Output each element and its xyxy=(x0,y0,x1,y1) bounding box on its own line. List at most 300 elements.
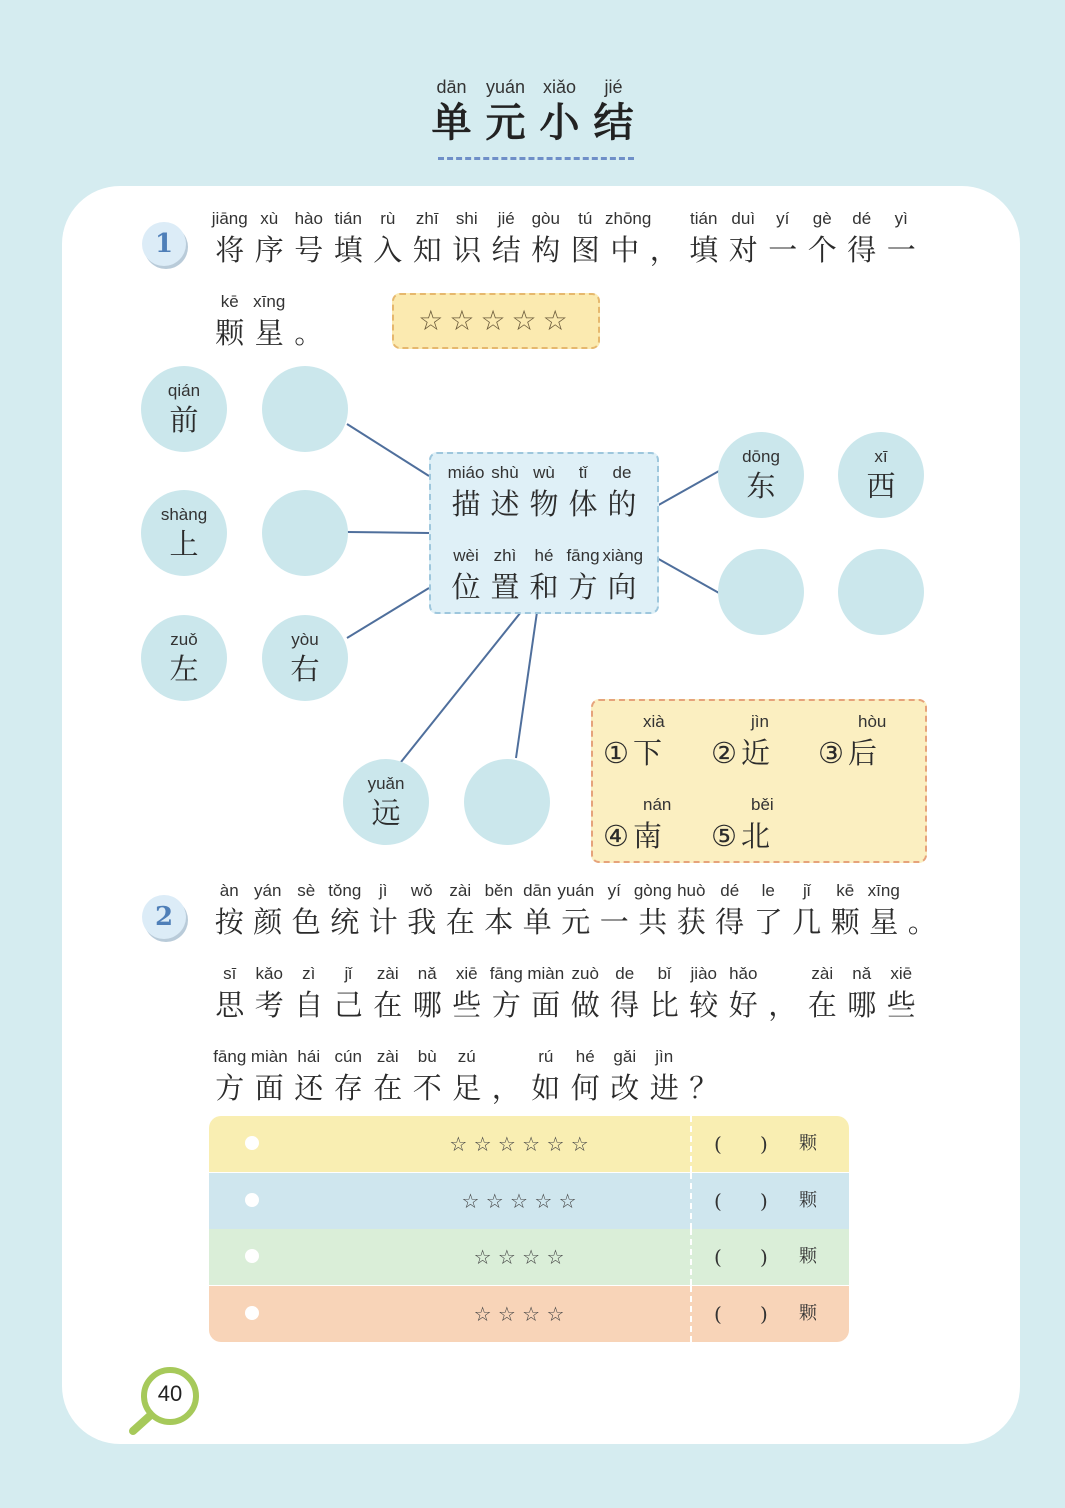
pinyin: bǐ xyxy=(657,964,671,983)
option-number: ⑤ xyxy=(711,819,737,853)
char-unit xyxy=(684,963,724,1025)
hanzi: 一 xyxy=(599,905,629,939)
pinyin: tú xyxy=(578,209,593,228)
hanzi: 思 xyxy=(215,988,245,1022)
char-unit xyxy=(645,1046,685,1108)
hanzi: 单 xyxy=(431,99,472,146)
option-char: 南 xyxy=(633,819,663,853)
char-unit xyxy=(605,963,645,1025)
char-unit xyxy=(250,963,290,1025)
hanzi: 获 xyxy=(676,905,706,939)
option-char: 近 xyxy=(741,736,771,770)
question-number-1: 1 xyxy=(142,222,186,266)
hanzi: 结 xyxy=(593,99,634,146)
option-char: 北 xyxy=(741,819,771,853)
pinyin: kǎo xyxy=(255,964,283,983)
hanzi: 了 xyxy=(753,905,783,939)
char-unit xyxy=(486,462,525,524)
option-number: ③ xyxy=(818,736,844,770)
bullet-dot xyxy=(245,1249,259,1263)
pinyin: wèi xyxy=(453,546,479,565)
circle-you: yòu 右 xyxy=(262,615,348,701)
circle-dong: dōng 东 xyxy=(718,432,804,518)
pinyin: yí xyxy=(607,881,621,900)
hanzi: ？ xyxy=(689,1071,719,1105)
char-unit xyxy=(595,880,634,942)
pinyin: hé xyxy=(534,546,554,565)
blank-circle[interactable] xyxy=(838,549,924,635)
unit-label: 颗 xyxy=(799,1302,817,1324)
hanzi: 填 xyxy=(689,233,719,267)
char-unit xyxy=(525,462,564,524)
char-unit xyxy=(564,545,603,607)
hanzi: 共 xyxy=(638,905,668,939)
hanzi: 星 xyxy=(254,316,284,350)
char-unit xyxy=(763,963,803,1025)
pinyin: běn xyxy=(484,881,513,900)
hanzi: 颗 xyxy=(830,905,860,939)
hanzi: 。 xyxy=(294,316,324,350)
char-unit xyxy=(724,963,764,1025)
hanzi: 述 xyxy=(490,487,520,521)
pinyin: nán xyxy=(643,795,672,814)
char-unit xyxy=(249,880,288,942)
hanzi: 本 xyxy=(484,905,514,939)
pinyin: jiào xyxy=(690,964,717,983)
char-unit xyxy=(289,963,329,1025)
char-unit xyxy=(447,1046,487,1108)
hanzi: 将 xyxy=(215,233,245,267)
char-unit xyxy=(403,880,442,942)
q1-star-box: ☆☆☆☆☆ xyxy=(392,293,600,349)
char-unit xyxy=(447,545,486,607)
hanzi: 入 xyxy=(373,233,403,267)
bullet-dot xyxy=(245,1193,259,1207)
char-unit xyxy=(329,1046,369,1108)
pinyin: zài xyxy=(376,1047,399,1066)
char-unit xyxy=(882,963,922,1025)
q2-instruction-line2 xyxy=(210,963,921,1025)
char-unit xyxy=(408,963,448,1025)
char-unit xyxy=(441,880,480,942)
hanzi: 知 xyxy=(412,233,442,267)
char-unit xyxy=(526,1046,566,1108)
char-unit xyxy=(865,880,904,942)
char-unit xyxy=(557,880,596,942)
hanzi: 哪 xyxy=(847,988,877,1022)
unit-label: 颗 xyxy=(799,1133,817,1154)
hanzi: 在 xyxy=(807,988,837,1022)
hanzi: 和 xyxy=(529,570,559,604)
hanzi: 物 xyxy=(529,487,559,521)
pinyin: zài xyxy=(449,881,472,900)
pinyin: tǒng xyxy=(328,881,362,900)
char-unit xyxy=(566,1046,606,1108)
option-item xyxy=(603,711,665,773)
pinyin: hòu xyxy=(858,712,887,731)
pinyin: hái xyxy=(297,1047,321,1066)
pinyin: xiàng xyxy=(602,546,644,565)
row-stars: ☆ ☆ ☆ ☆ xyxy=(473,1245,565,1269)
pinyin: wǒ xyxy=(410,881,433,900)
hanzi: 面 xyxy=(254,1071,284,1105)
pinyin: hǎo xyxy=(729,964,758,983)
hanzi: 小 xyxy=(539,99,580,146)
hanzi: 元 xyxy=(561,905,591,939)
unit-label: 颗 xyxy=(799,1189,817,1211)
hanzi: 自 xyxy=(294,988,324,1022)
hanzi: ， xyxy=(768,988,798,1022)
hanzi: 还 xyxy=(294,1071,324,1105)
char-unit xyxy=(525,545,564,607)
char-unit xyxy=(368,1046,408,1108)
pinyin: de xyxy=(612,463,632,482)
hanzi: 做 xyxy=(570,988,600,1022)
hanzi: 结 xyxy=(491,233,521,267)
hanzi: 一 xyxy=(886,233,916,267)
hanzi: 置 xyxy=(490,570,520,604)
pinyin: zhì xyxy=(493,546,517,565)
char-unit xyxy=(826,880,865,942)
pinyin: tián xyxy=(334,209,362,228)
pinyin: cún xyxy=(334,1047,362,1066)
option-number: ② xyxy=(711,736,737,770)
hanzi: 构 xyxy=(531,233,561,267)
pinyin: yuán xyxy=(557,881,595,900)
option-label xyxy=(818,733,886,773)
char-unit xyxy=(210,1046,250,1108)
pinyin: nǎ xyxy=(417,964,437,983)
char-unit xyxy=(518,880,557,942)
connector-line xyxy=(516,612,537,758)
pinyin: jìn xyxy=(751,712,769,731)
hanzi: 图 xyxy=(570,233,600,267)
pinyin: dān xyxy=(523,881,552,900)
column-divider xyxy=(690,1173,692,1229)
pinyin: zài xyxy=(376,964,399,983)
hanzi: 何 xyxy=(570,1071,600,1105)
pinyin: jǐ xyxy=(802,881,811,900)
char-unit xyxy=(210,963,250,1025)
center-concept-box xyxy=(429,452,659,614)
char-unit xyxy=(749,880,788,942)
option-number: ④ xyxy=(603,819,629,853)
hanzi: 得 xyxy=(847,233,877,267)
hanzi: 体 xyxy=(568,487,598,521)
bullet-dot xyxy=(245,1136,259,1150)
circle-shang: shàng 上 xyxy=(141,490,227,576)
pinyin: fāng xyxy=(213,1047,247,1066)
char-unit xyxy=(487,1046,527,1108)
option-label xyxy=(711,733,770,773)
hanzi: 得 xyxy=(715,905,745,939)
char-unit xyxy=(210,880,249,942)
pinyin: yán xyxy=(254,881,282,900)
hanzi: 个 xyxy=(807,233,837,267)
hanzi: 改 xyxy=(610,1071,640,1105)
options-box xyxy=(591,699,927,863)
option-item xyxy=(818,711,886,773)
pinyin: wù xyxy=(533,463,555,482)
option-label xyxy=(603,816,671,856)
hanzi: 统 xyxy=(330,905,360,939)
hanzi: 向 xyxy=(607,570,637,604)
char-unit xyxy=(486,545,525,607)
char-unit xyxy=(645,963,685,1025)
pinyin: miàn xyxy=(250,1047,288,1066)
column-divider xyxy=(690,1286,692,1342)
hanzi: 进 xyxy=(649,1071,679,1105)
pinyin: fāng xyxy=(489,964,523,983)
char-unit xyxy=(566,963,606,1025)
char-unit xyxy=(289,1046,329,1108)
connector-line xyxy=(347,532,429,533)
hanzi: 。 xyxy=(907,905,937,939)
char-unit xyxy=(329,963,369,1025)
pinyin: jì xyxy=(379,881,388,900)
hanzi: 一 xyxy=(768,233,798,267)
circle-yuan: yuǎn 远 xyxy=(343,759,429,845)
count-blank[interactable]: ( ) xyxy=(714,1188,768,1213)
count-blank[interactable]: ( ) xyxy=(714,1132,768,1156)
connector-line xyxy=(655,557,719,593)
option-item xyxy=(711,794,774,856)
page-number: 40 xyxy=(157,1381,183,1406)
circle-xi: xī 西 xyxy=(838,432,924,518)
option-char: 下 xyxy=(633,736,663,770)
hanzi: 位 xyxy=(451,570,481,604)
pinyin: shi xyxy=(455,209,478,228)
hanzi: 比 xyxy=(649,988,679,1022)
hanzi: 识 xyxy=(452,233,482,267)
hanzi: 些 xyxy=(886,988,916,1022)
circle-zuo: zuǒ 左 xyxy=(141,615,227,701)
hanzi: 几 xyxy=(792,905,822,939)
hanzi: 存 xyxy=(333,1071,363,1105)
hanzi: 号 xyxy=(294,233,324,267)
char-unit xyxy=(684,1046,724,1108)
connector-line xyxy=(347,588,429,638)
hanzi: 填 xyxy=(333,233,363,267)
pinyin: zài xyxy=(811,964,834,983)
pinyin xyxy=(763,963,803,985)
blank-circle[interactable] xyxy=(262,366,348,452)
pinyin: dé xyxy=(852,209,872,228)
blank-circle[interactable] xyxy=(464,759,550,845)
pinyin: rú xyxy=(538,1047,554,1066)
hanzi: 星 xyxy=(869,905,899,939)
hanzi: 描 xyxy=(451,487,481,521)
row-stars: ☆ ☆ ☆ ☆ ☆ xyxy=(461,1188,577,1213)
pinyin: de xyxy=(615,964,635,983)
hanzi: 足 xyxy=(452,1071,482,1105)
pinyin: xià xyxy=(643,712,665,731)
hanzi: 颜 xyxy=(253,905,283,939)
center-text-line2 xyxy=(431,545,657,607)
pinyin: àn xyxy=(219,881,239,900)
row-stars: ☆ ☆ ☆ ☆ xyxy=(473,1301,565,1326)
hanzi: 在 xyxy=(445,905,475,939)
char-unit xyxy=(788,880,827,942)
question-number-2: 2 xyxy=(142,895,186,939)
q2-instruction-line3 xyxy=(210,1046,724,1108)
hanzi: 的 xyxy=(607,487,637,521)
char-unit xyxy=(364,880,403,942)
pinyin: xiē xyxy=(455,964,478,983)
center-text-line1 xyxy=(431,462,657,524)
hanzi: 好 xyxy=(728,988,758,1022)
pinyin: yí xyxy=(776,209,790,228)
option-number: ① xyxy=(603,736,629,770)
pinyin: dān xyxy=(436,77,467,97)
pinyin: xù xyxy=(260,209,279,228)
pinyin: gè xyxy=(812,209,832,228)
count-blank[interactable]: ( ) xyxy=(714,1245,768,1269)
blank-circle[interactable] xyxy=(262,490,348,576)
circle-qian: qián 前 xyxy=(141,366,227,452)
hanzi: ， xyxy=(649,233,679,267)
star-tally-table xyxy=(209,1116,849,1342)
connector-line xyxy=(347,424,429,476)
hanzi: 我 xyxy=(407,905,437,939)
char-unit xyxy=(447,963,487,1025)
table-row xyxy=(209,1286,849,1342)
column-divider xyxy=(690,1229,692,1285)
char-unit xyxy=(603,462,642,524)
char-unit xyxy=(711,880,750,942)
hanzi: 方 xyxy=(215,1071,245,1105)
char-unit xyxy=(526,963,566,1025)
row-stars: ☆ ☆ ☆ ☆ ☆ ☆ xyxy=(449,1132,589,1156)
hanzi: 按 xyxy=(214,905,244,939)
pinyin: běi xyxy=(751,795,774,814)
char-unit xyxy=(903,880,942,942)
unit-label: 颗 xyxy=(799,1246,817,1267)
pinyin: kē xyxy=(220,292,239,311)
pinyin: dé xyxy=(720,881,740,900)
pinyin xyxy=(684,1046,724,1068)
pinyin: miàn xyxy=(527,964,565,983)
pinyin: gǎi xyxy=(613,1047,637,1066)
pinyin: jié xyxy=(497,209,515,228)
char-unit xyxy=(368,963,408,1025)
pinyin: rù xyxy=(380,209,396,228)
option-label xyxy=(603,733,665,773)
pinyin: bù xyxy=(417,1047,437,1066)
pinyin: xiē xyxy=(890,964,913,983)
pinyin: xīng xyxy=(867,881,900,900)
column-divider xyxy=(690,1116,692,1172)
pinyin: miáo xyxy=(447,463,485,482)
blank-circle[interactable] xyxy=(718,549,804,635)
pinyin: zú xyxy=(457,1047,476,1066)
connector-line xyxy=(655,471,719,507)
connector-line xyxy=(401,612,521,762)
char-unit xyxy=(326,880,365,942)
pinyin: gòu xyxy=(531,209,560,228)
char-unit xyxy=(408,1046,448,1108)
pinyin: xiǎo xyxy=(542,77,577,97)
option-char: 后 xyxy=(848,736,878,770)
pinyin: sè xyxy=(297,881,316,900)
hanzi: 计 xyxy=(368,905,398,939)
pinyin: zì xyxy=(302,964,316,983)
char-unit xyxy=(564,462,603,524)
pinyin: kē xyxy=(836,881,855,900)
char-unit xyxy=(672,880,711,942)
table-row xyxy=(209,1116,849,1172)
pinyin: duì xyxy=(731,209,756,228)
pinyin: fāng xyxy=(566,546,600,565)
pinyin xyxy=(903,880,942,902)
pinyin: sī xyxy=(223,964,237,983)
pinyin: jǐ xyxy=(344,964,353,983)
pinyin: tián xyxy=(690,209,718,228)
count-blank[interactable]: ( ) xyxy=(714,1301,768,1326)
pinyin: shù xyxy=(491,463,519,482)
hanzi: 较 xyxy=(689,988,719,1022)
hanzi: 面 xyxy=(531,988,561,1022)
char-unit xyxy=(634,880,673,942)
char-unit xyxy=(487,963,527,1025)
pinyin: tǐ xyxy=(578,463,588,482)
table-row xyxy=(209,1229,849,1285)
hanzi: 方 xyxy=(568,570,598,604)
pinyin: jiāng xyxy=(211,209,248,228)
hanzi: 方 xyxy=(491,988,521,1022)
hanzi: 序 xyxy=(254,233,284,267)
pinyin: jìn xyxy=(655,1047,674,1066)
char-unit xyxy=(480,880,519,942)
hanzi: 元 xyxy=(485,99,526,146)
pinyin: le xyxy=(761,881,775,900)
hanzi: 单 xyxy=(522,905,552,939)
char-unit xyxy=(287,880,326,942)
pinyin: xīng xyxy=(253,292,286,311)
pinyin: zhōng xyxy=(605,209,652,228)
hanzi: ， xyxy=(491,1071,521,1105)
hanzi: 色 xyxy=(291,905,321,939)
pinyin: hé xyxy=(575,1047,595,1066)
pinyin: yì xyxy=(894,209,908,228)
hanzi: 得 xyxy=(610,988,640,1022)
hanzi: 哪 xyxy=(412,988,442,1022)
pinyin: jié xyxy=(604,77,623,97)
hanzi: 在 xyxy=(373,1071,403,1105)
table-row xyxy=(209,1173,849,1229)
pinyin: yuán xyxy=(485,77,526,97)
hanzi: 中 xyxy=(610,233,640,267)
char-unit xyxy=(250,1046,290,1108)
option-item xyxy=(711,711,770,773)
option-label xyxy=(711,816,774,856)
pinyin: hào xyxy=(294,209,323,228)
hanzi: 在 xyxy=(373,988,403,1022)
hanzi: 不 xyxy=(412,1071,442,1105)
bullet-dot xyxy=(245,1306,259,1320)
char-unit xyxy=(605,1046,645,1108)
pinyin xyxy=(487,1046,527,1068)
char-unit xyxy=(447,462,486,524)
hanzi: 如 xyxy=(531,1071,561,1105)
pinyin: zuò xyxy=(571,964,599,983)
q2-instruction-line1 xyxy=(210,880,942,942)
hanzi: 己 xyxy=(333,988,363,1022)
pinyin: nǎ xyxy=(852,964,872,983)
hanzi: 对 xyxy=(728,233,758,267)
pinyin: huò xyxy=(677,881,706,900)
char-unit xyxy=(842,963,882,1025)
